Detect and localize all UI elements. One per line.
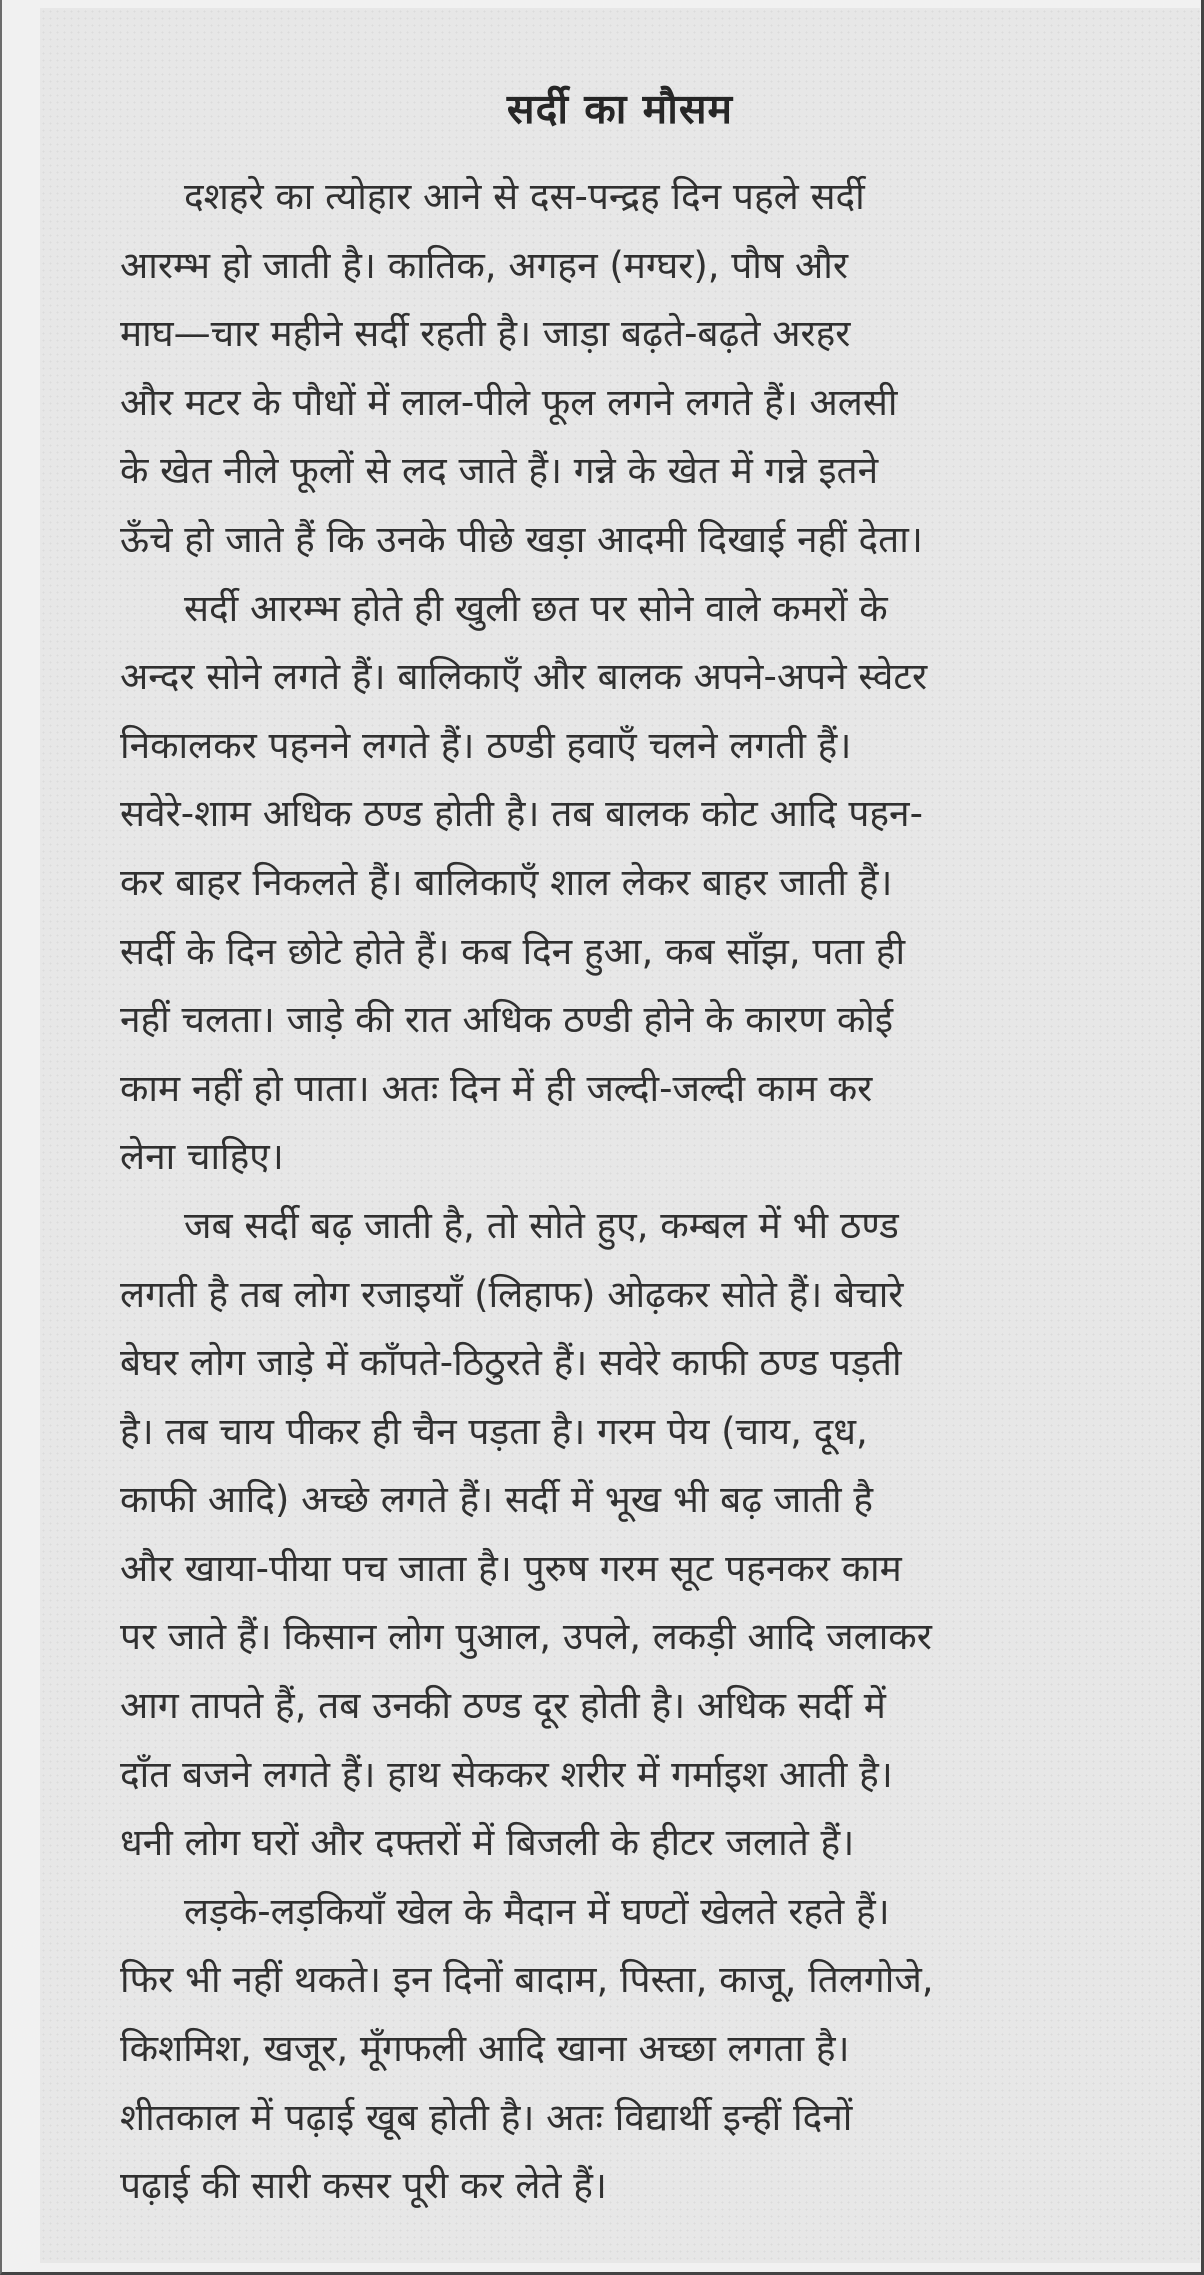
page-title: सर्दी का मौसम	[506, 85, 734, 133]
text-line: किशमिश, खजूर, मूँगफली आदि खाना अच्छा लगता है।	[120, 2027, 850, 2071]
text-line: पढ़ाई की सारी कसर पूरी कर लेते हैं।	[120, 2164, 607, 2208]
text-line: शीतकाल में पढ़ाई खूब होती है। अतः विद्यार्थी इन्हीं दिनों	[120, 2095, 853, 2139]
text-line: कर बाहर निकलते हैं। बालिकाएँ शाल लेकर बाहर जाती हैं।	[120, 860, 893, 904]
text-line: फिर भी नहीं थकते। इन दिनों बादाम, पिस्ता, काजू, तिलगोजे,	[120, 1958, 934, 2002]
essay-body	[120, 163, 1192, 2221]
text-line: माघ—चार महीने सर्दी रहती है। जाड़ा बढ़ते-बढ़ते अरहर	[120, 312, 851, 356]
text-line: नहीं चलता। जाड़े की रात अधिक ठण्डी होने के कारण कोई	[120, 998, 893, 1042]
text-line: निकालकर पहनने लगते हैं। ठण्डी हवाएँ चलने लगती हैं।	[120, 723, 852, 767]
text-line: आग तापते हैं, तब उनकी ठण्ड दूर होती है। अधिक सर्दी में	[120, 1684, 886, 1728]
text-line: सवेरे-शाम अधिक ठण्ड होती है। तब बालक कोट आदि पहन-	[120, 792, 923, 836]
text-line: सर्दी के दिन छोटे होते हैं। कब दिन हुआ, कब साँझ, पता ही	[120, 929, 906, 973]
text-line: आरम्भ हो जाती है। कातिक, अगहन (मग्घर), पौष और	[120, 243, 849, 287]
text-line: सर्दी आरम्भ होते ही खुली छत पर सोने वाले कमरों के	[184, 586, 888, 630]
paper-sheet	[40, 8, 1200, 2263]
text-line: के खेत नीले फूलों से लद जाते हैं। गन्ने के खेत में गन्ने इतने	[120, 449, 879, 493]
text-line: पर जाते हैं। किसान लोग पुआल, उपले, लकड़ी आदि जलाकर	[120, 1615, 932, 1659]
text-line: लेना चाहिए।	[120, 1135, 284, 1179]
text-line: और मटर के पौधों में लाल-पीले फूल लगने लगते हैं। अलसी	[120, 380, 898, 424]
text-line: दशहरे का त्योहार आने से दस-पन्द्रह दिन पहले सर्दी	[184, 175, 865, 218]
text-line: अन्दर सोने लगते हैं। बालिकाएँ और बालक अपने-अपने स्वेटर	[120, 655, 928, 699]
text-line: ऊँचे हो जाते हैं कि उनके पीछे खड़ा आदमी दिखाई नहीं देता।	[120, 517, 923, 561]
text-line: जब सर्दी बढ़ जाती है, तो सोते हुए, कम्बल में भी ठण्ड	[184, 1203, 899, 1247]
text-line: काफी आदि) अच्छे लगते हैं। सर्दी में भूख भी बढ़ जाती है	[120, 1478, 874, 1522]
text-line: लड़के-लड़कियाँ खेल के मैदान में घण्टों खेलते रहते हैं।	[184, 1889, 890, 1933]
text-line: बेघर लोग जाड़े में काँपते-ठिठुरते हैं। सवेरे काफी ठण्ड पड़ती	[120, 1341, 902, 1385]
text-line: दाँत बजने लगते हैं। हाथ सेककर शरीर में गर्माइश आती है।	[120, 1752, 893, 1796]
text-line: लगती है तब लोग रजाइयाँ (लिहाफ) ओढ़कर सोते हैं। बेचारे	[120, 1272, 904, 1316]
text-line: धनी लोग घरों और दफ्तरों में बिजली के हीटर जलाते हैं।	[120, 1821, 855, 1865]
text-line: और खाया-पीया पच जाता है। पुरुष गरम सूट पहनकर काम	[120, 1546, 902, 1590]
text-line: काम नहीं हो पाता। अतः दिन में ही जल्दी-जल्दी काम कर	[120, 1066, 873, 1110]
text-line: है। तब चाय पीकर ही चैन पड़ता है। गरम पेय (चाय, दूध,	[120, 1409, 868, 1453]
